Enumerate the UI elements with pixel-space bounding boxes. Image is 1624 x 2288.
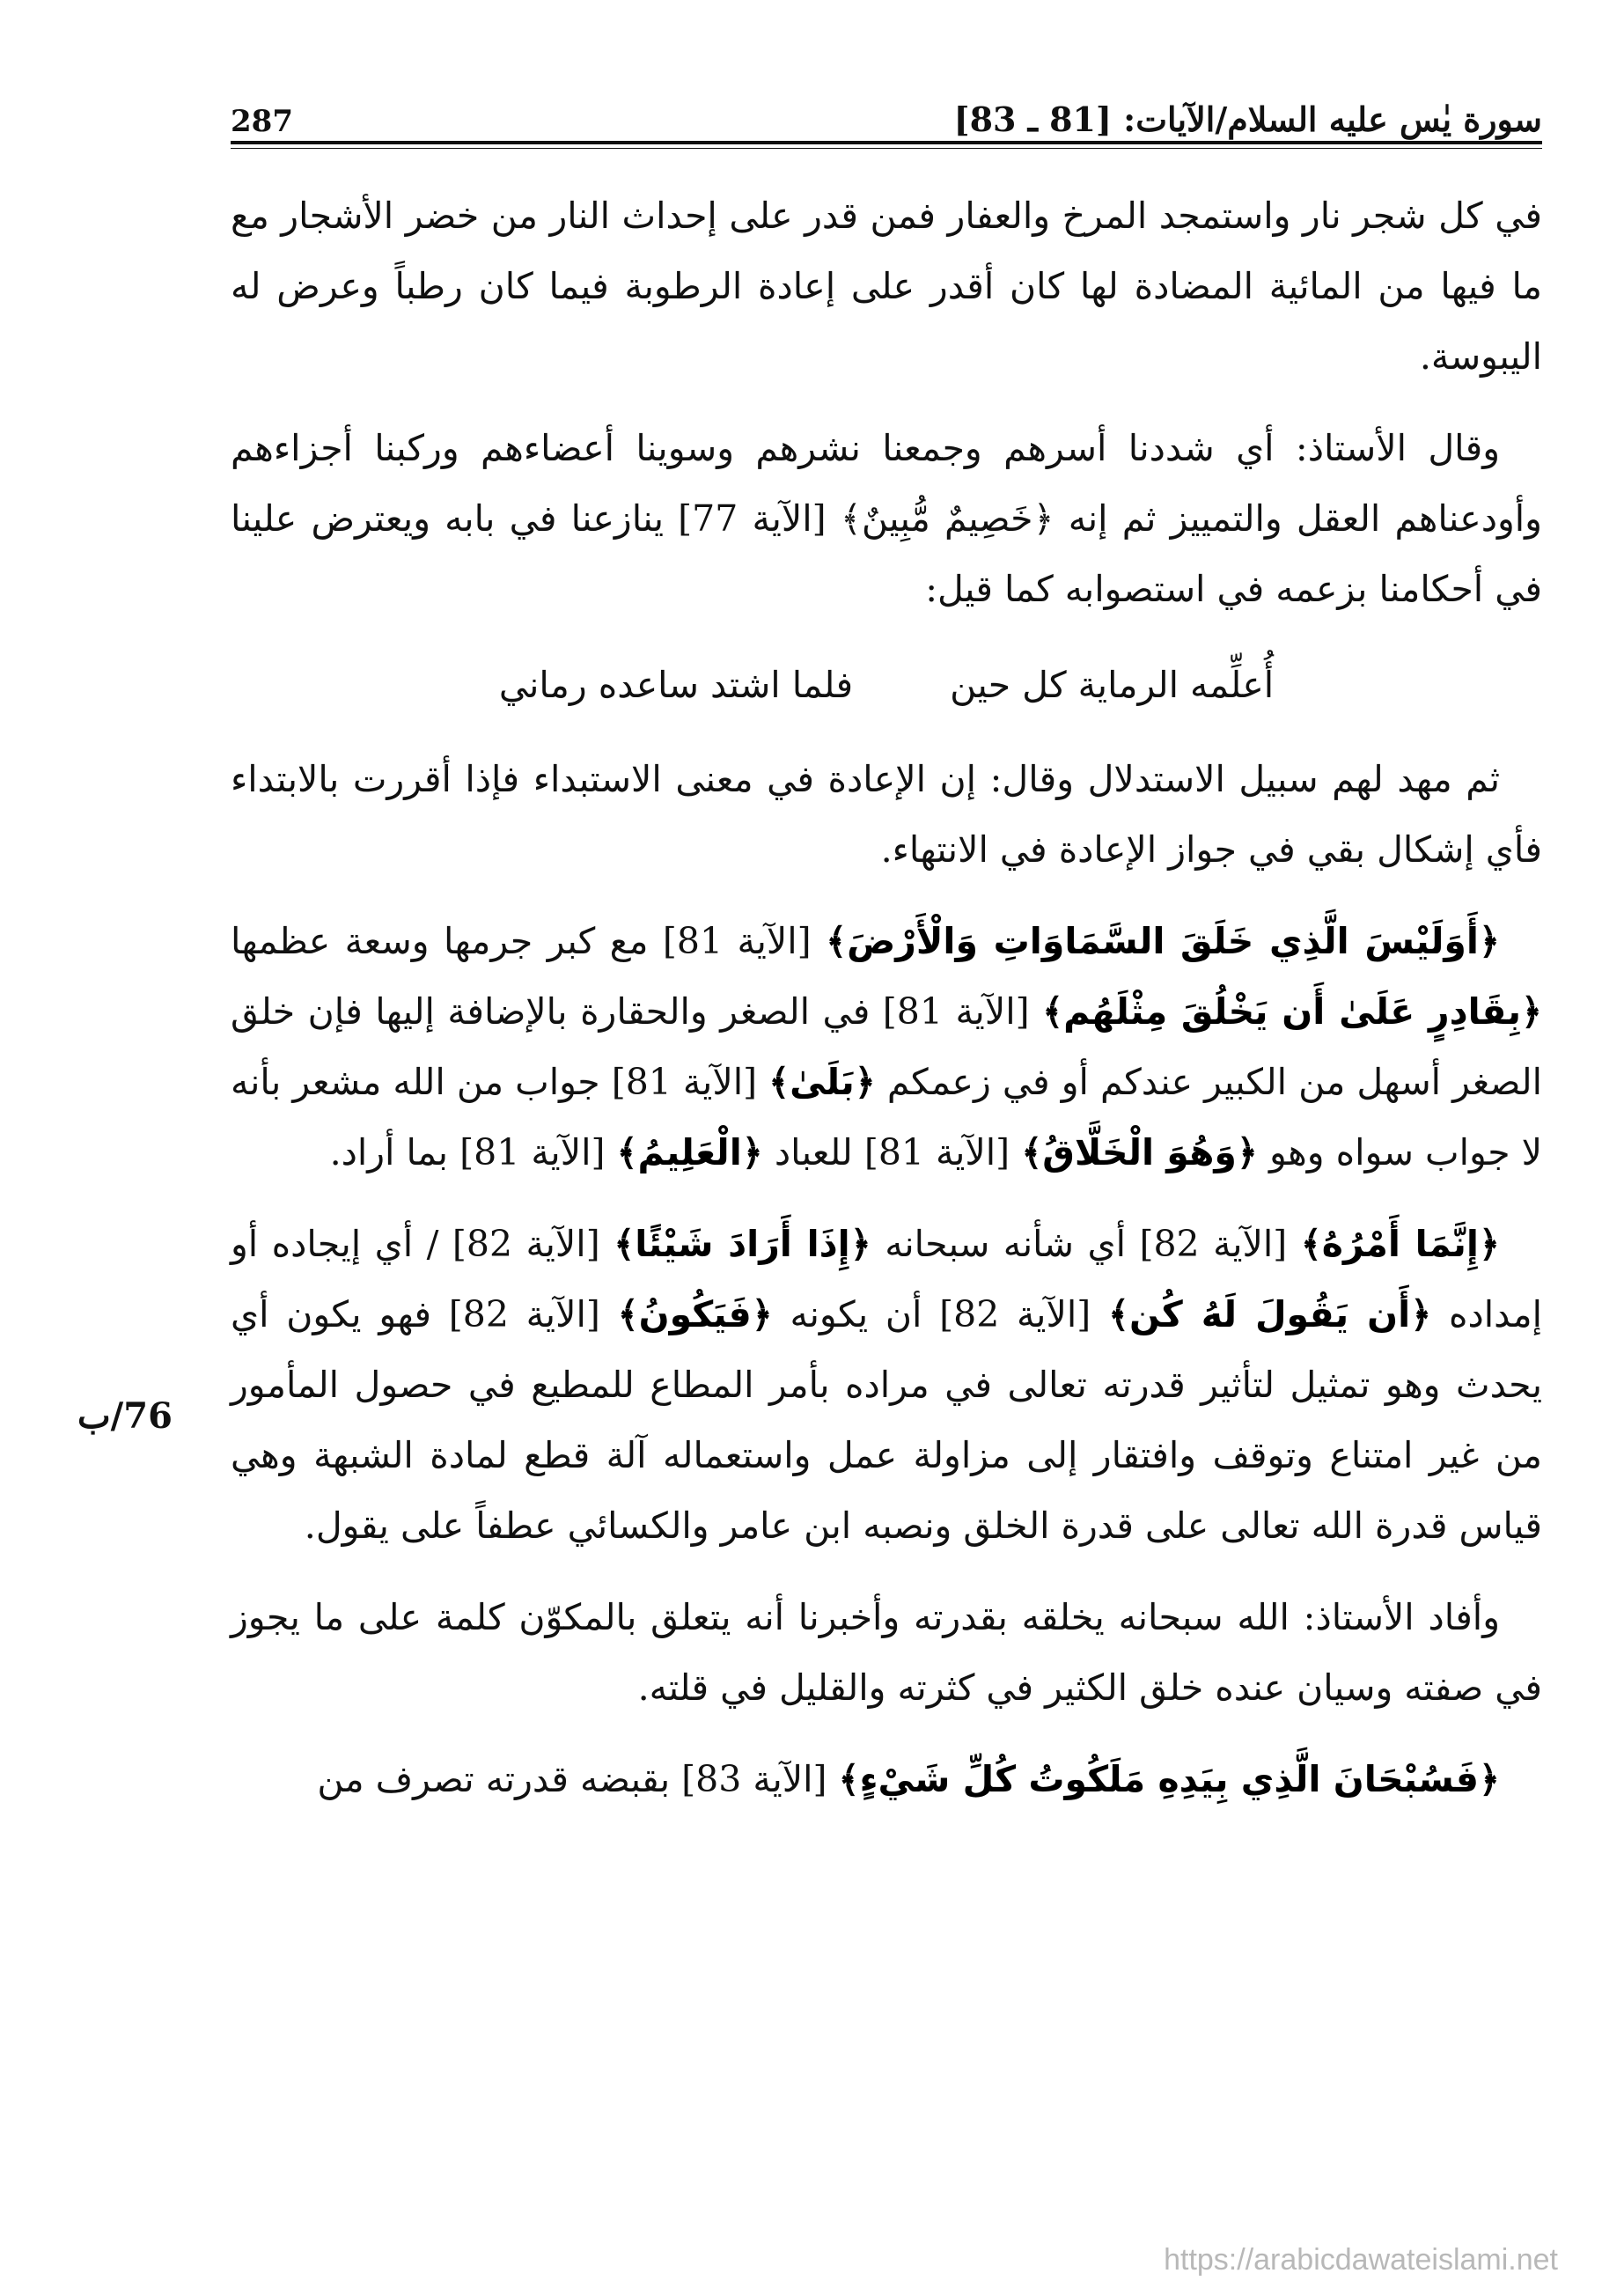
commentary-text: [الآية 82] أي شأنه سبحانه xyxy=(871,1223,1301,1265)
quran-quote: ﴿بِقَادِرٍ عَلَىٰ أَن يَخْلُقَ مِثْلَهُم﴾ xyxy=(1042,990,1542,1033)
paragraph-4 xyxy=(231,906,1542,1188)
commentary-text: [الآية 81] للعباد xyxy=(762,1131,1022,1173)
commentary-text: [الآية 81] مع كبر جرمها وسعة عظمها xyxy=(231,920,827,962)
commentary-text: [الآية 81] جواب من الله مشعر بأنه لا جواب سواه وهو xyxy=(231,1061,1542,1173)
running-title: سورة يٰس عليه السلام/الآيات: [81 ـ 83] xyxy=(953,99,1542,139)
quran-quote: ﴿فَيَكُونُ﴾ xyxy=(617,1293,773,1335)
commentary-text: [الآية 82] / أي إيجاده أو إمداده xyxy=(231,1223,1542,1335)
verse-first-hemistich: أُعلِّمه الرماية كل حين xyxy=(950,664,1275,706)
header-rule-thin xyxy=(231,148,1542,149)
quran-quote: ﴿أَن يَقُولَ لَهُ كُن﴾ xyxy=(1107,1293,1432,1335)
commentary-text: [الآية 83] بقبضه قدرته تصرف من xyxy=(317,1758,839,1800)
verse-second-hemistich: فلما اشتد ساعده رماني xyxy=(498,664,854,706)
quran-quote: ﴿إِنَّمَا أَمْرُهُ﴾ xyxy=(1300,1223,1501,1265)
quran-quote: ﴿بَلَىٰ﴾ xyxy=(768,1061,876,1103)
page-number: 287 xyxy=(231,104,293,139)
quran-quote: ﴿أَوَلَيْسَ الَّذِي خَلَقَ السَّمَاوَاتِ وَالْأَرْضَ﴾ xyxy=(826,920,1500,962)
paragraph-1: في كل شجر نار واستمجد المرخ والعفار فمن قدر على إحداث النار من خضر الأشجار مع ما فيها من المائية المضادة لها كان أقدر على إعادة الرطوبة فيما كان رطباً وعرض له اليبوسة. xyxy=(231,195,1542,378)
quran-quote: ﴿الْعَلِيمُ﴾ xyxy=(616,1131,763,1173)
page-header xyxy=(231,77,1542,139)
header-rule xyxy=(231,141,1542,144)
page-body xyxy=(231,180,1542,1836)
paragraph-3: ثم مهد لهم سبيل الاستدلال وقال: إن الإعادة في معنى الاستبداء فإذا أقررت بالابتداء فأي إشكال بقي في جواز الإعادة في الانتهاء. xyxy=(231,758,1542,871)
source-watermark: https://arabicdawateislami.net xyxy=(1164,2243,1558,2277)
paragraph-5 xyxy=(231,1209,1542,1561)
commentary-text: [الآية 81] في الصغر والحقارة بالإضافة إليها فإن خلق الصغر أسهل من الكبير عندكم أو في زعمكم xyxy=(231,990,1542,1103)
commentary-text: [الآية 82] أن يكونه xyxy=(772,1293,1108,1335)
paragraph-6: وأفاد الأستاذ: الله سبحانه يخلقه بقدرته وأخبرنا أنه يتعلق بالمكوّن كلمة على ما يجوز في صفته وسيان عنده خلق الكثير في كثرته والقليل في قلته. xyxy=(231,1596,1542,1709)
paragraph-7 xyxy=(231,1744,1542,1814)
quran-quote: ﴿وَهُوَ الْخَلَّاقُ﴾ xyxy=(1021,1131,1258,1173)
paragraph-2: وقال الأستاذ: أي شددنا أسرهم وجمعنا نشرهم وسوينا أعضاءهم وركبنا أجزاءهم وأودعناهم العقل والتمييز ثم إنه ﴿خَصِيمٌ مُّبِينٌ﴾ [الآية 77] ينازعنا في بابه ويعترض علينا في أحكامنا بزعمه في استصوابه كما قيل: xyxy=(231,427,1542,610)
commentary-text: [الآية 82] فهو يكون أي يحدث وهو تمثيل لتأثير قدرته تعالى في مراده بأمر المطاع للمطيع في حصول المأمور من غير امتناع وتوقف وافتقار إلى مزاولة عمل واستعماله آلة قطع لمادة الشبهة وهي قياس قدرة الله تعالى على قدرة الخلق ونصبه ابن عامر والكسائي عطفاً على يقول. xyxy=(231,1293,1542,1547)
quran-quote: ﴿فَسُبْحَانَ الَّذِي بِيَدِهِ مَلَكُوتُ كُلِّ شَيْءٍ﴾ xyxy=(838,1758,1500,1800)
commentary-text: [الآية 81] بما أراد. xyxy=(329,1131,617,1173)
manuscript-folio-note: 76/ب xyxy=(77,1395,173,1437)
quran-quote: ﴿إِذَا أَرَادَ شَيْئًا﴾ xyxy=(614,1223,871,1265)
poetry-verse xyxy=(231,645,1542,725)
